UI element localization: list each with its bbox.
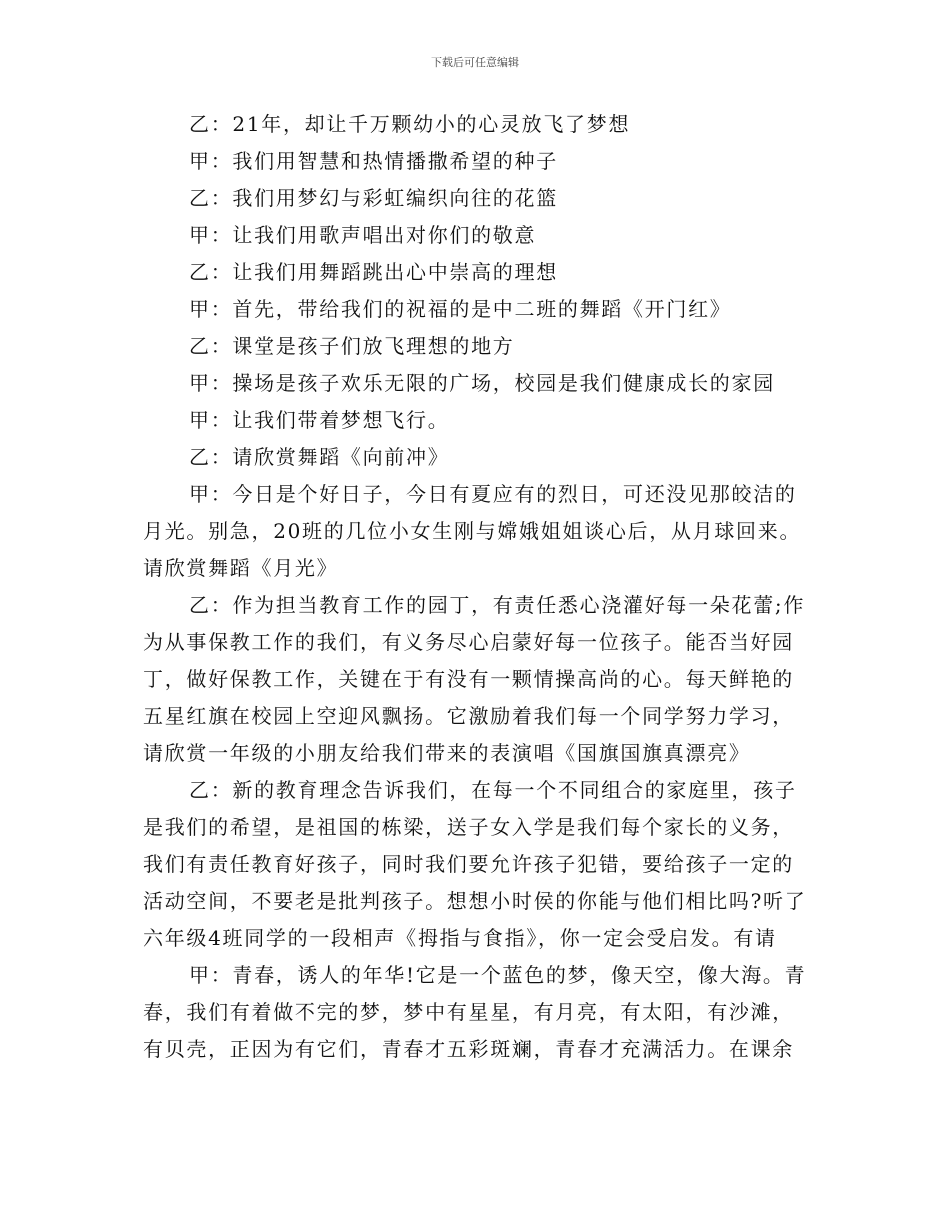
- text-line: 我们有责任教育好孩子，同时我们要允许孩子犯错，要给孩子一定的: [143, 852, 794, 876]
- text-line: 甲：青春，诱人的年华!它是一个蓝色的梦，像天空，像大海。青: [189, 963, 807, 987]
- text-line: 甲：首先，带给我们的祝福的是中二班的舞蹈《开门红》: [189, 297, 732, 321]
- text-line: 甲：让我们带着梦想飞行。: [189, 408, 450, 432]
- text-line: 甲：今日是个好日子，今日有夏应有的烈日，可还没见那皎洁的: [189, 482, 797, 506]
- text-line: 丁，做好保教工作，关键在于有没有一颗情操高尚的心。每天鲜艳的: [143, 667, 794, 691]
- text-line: 甲：我们用智慧和热情播撒希望的种子: [189, 149, 558, 173]
- text-line: 请欣赏舞蹈《月光》: [143, 556, 339, 580]
- text-line: 春，我们有着做不完的梦，梦中有星星，有月亮，有太阳，有沙滩，: [143, 1000, 794, 1024]
- text-line: 乙：让我们用舞蹈跳出心中崇高的理想: [189, 260, 558, 284]
- document-body: [143, 106, 813, 1068]
- text-line: 乙：作为担当教育工作的园丁，有责任悉心浇灌好每一朵花蕾;作: [189, 593, 806, 617]
- text-line: 请欣赏一年级的小朋友给我们带来的表演唱《国旗国旗真漂亮》: [143, 741, 751, 765]
- text-line: 是我们的希望，是祖国的栋梁，送子女入学是我们每个家长的义务，: [143, 815, 794, 839]
- text-line: 甲：操场是孩子欢乐无限的广场，校园是我们健康成长的家园: [189, 371, 775, 395]
- text-line: 乙：新的教育理念告诉我们，在每一个不同组合的家庭里，孩子: [189, 778, 797, 802]
- page-header: 下载后可任意编辑: [431, 56, 519, 69]
- text-line: 乙：21年，却让千万颗幼小的心灵放飞了梦想: [189, 112, 631, 136]
- text-line: 甲：让我们用歌声唱出对你们的敬意: [189, 223, 537, 247]
- text-line: 有贝壳，正因为有它们，青春才五彩斑斓，青春才充满活力。在课余: [143, 1037, 794, 1061]
- text-line: 为从事保教工作的我们，有义务尽心启蒙好每一位孩子。能否当好园: [143, 630, 794, 654]
- text-line: 乙：请欣赏舞蹈《向前冲》: [189, 445, 450, 469]
- text-line: 六年级4班同学的一段相声《拇指与食指》，你一定会受启发。有请: [143, 926, 777, 950]
- text-line: 活动空间，不要老是批判孩子。想想小时侯的你能与他们相比吗?听了: [143, 889, 807, 913]
- text-line: 乙：课堂是孩子们放飞理想的地方: [189, 334, 515, 358]
- text-line: 月光。别急，20班的几位小女生刚与嫦娥姐姐谈心后，从月球回来。: [143, 519, 802, 543]
- text-line: 乙：我们用梦幻与彩虹编织向往的花篮: [189, 186, 558, 210]
- text-line: 五星红旗在校园上空迎风飘扬。它激励着我们每一个同学努力学习，: [143, 704, 794, 728]
